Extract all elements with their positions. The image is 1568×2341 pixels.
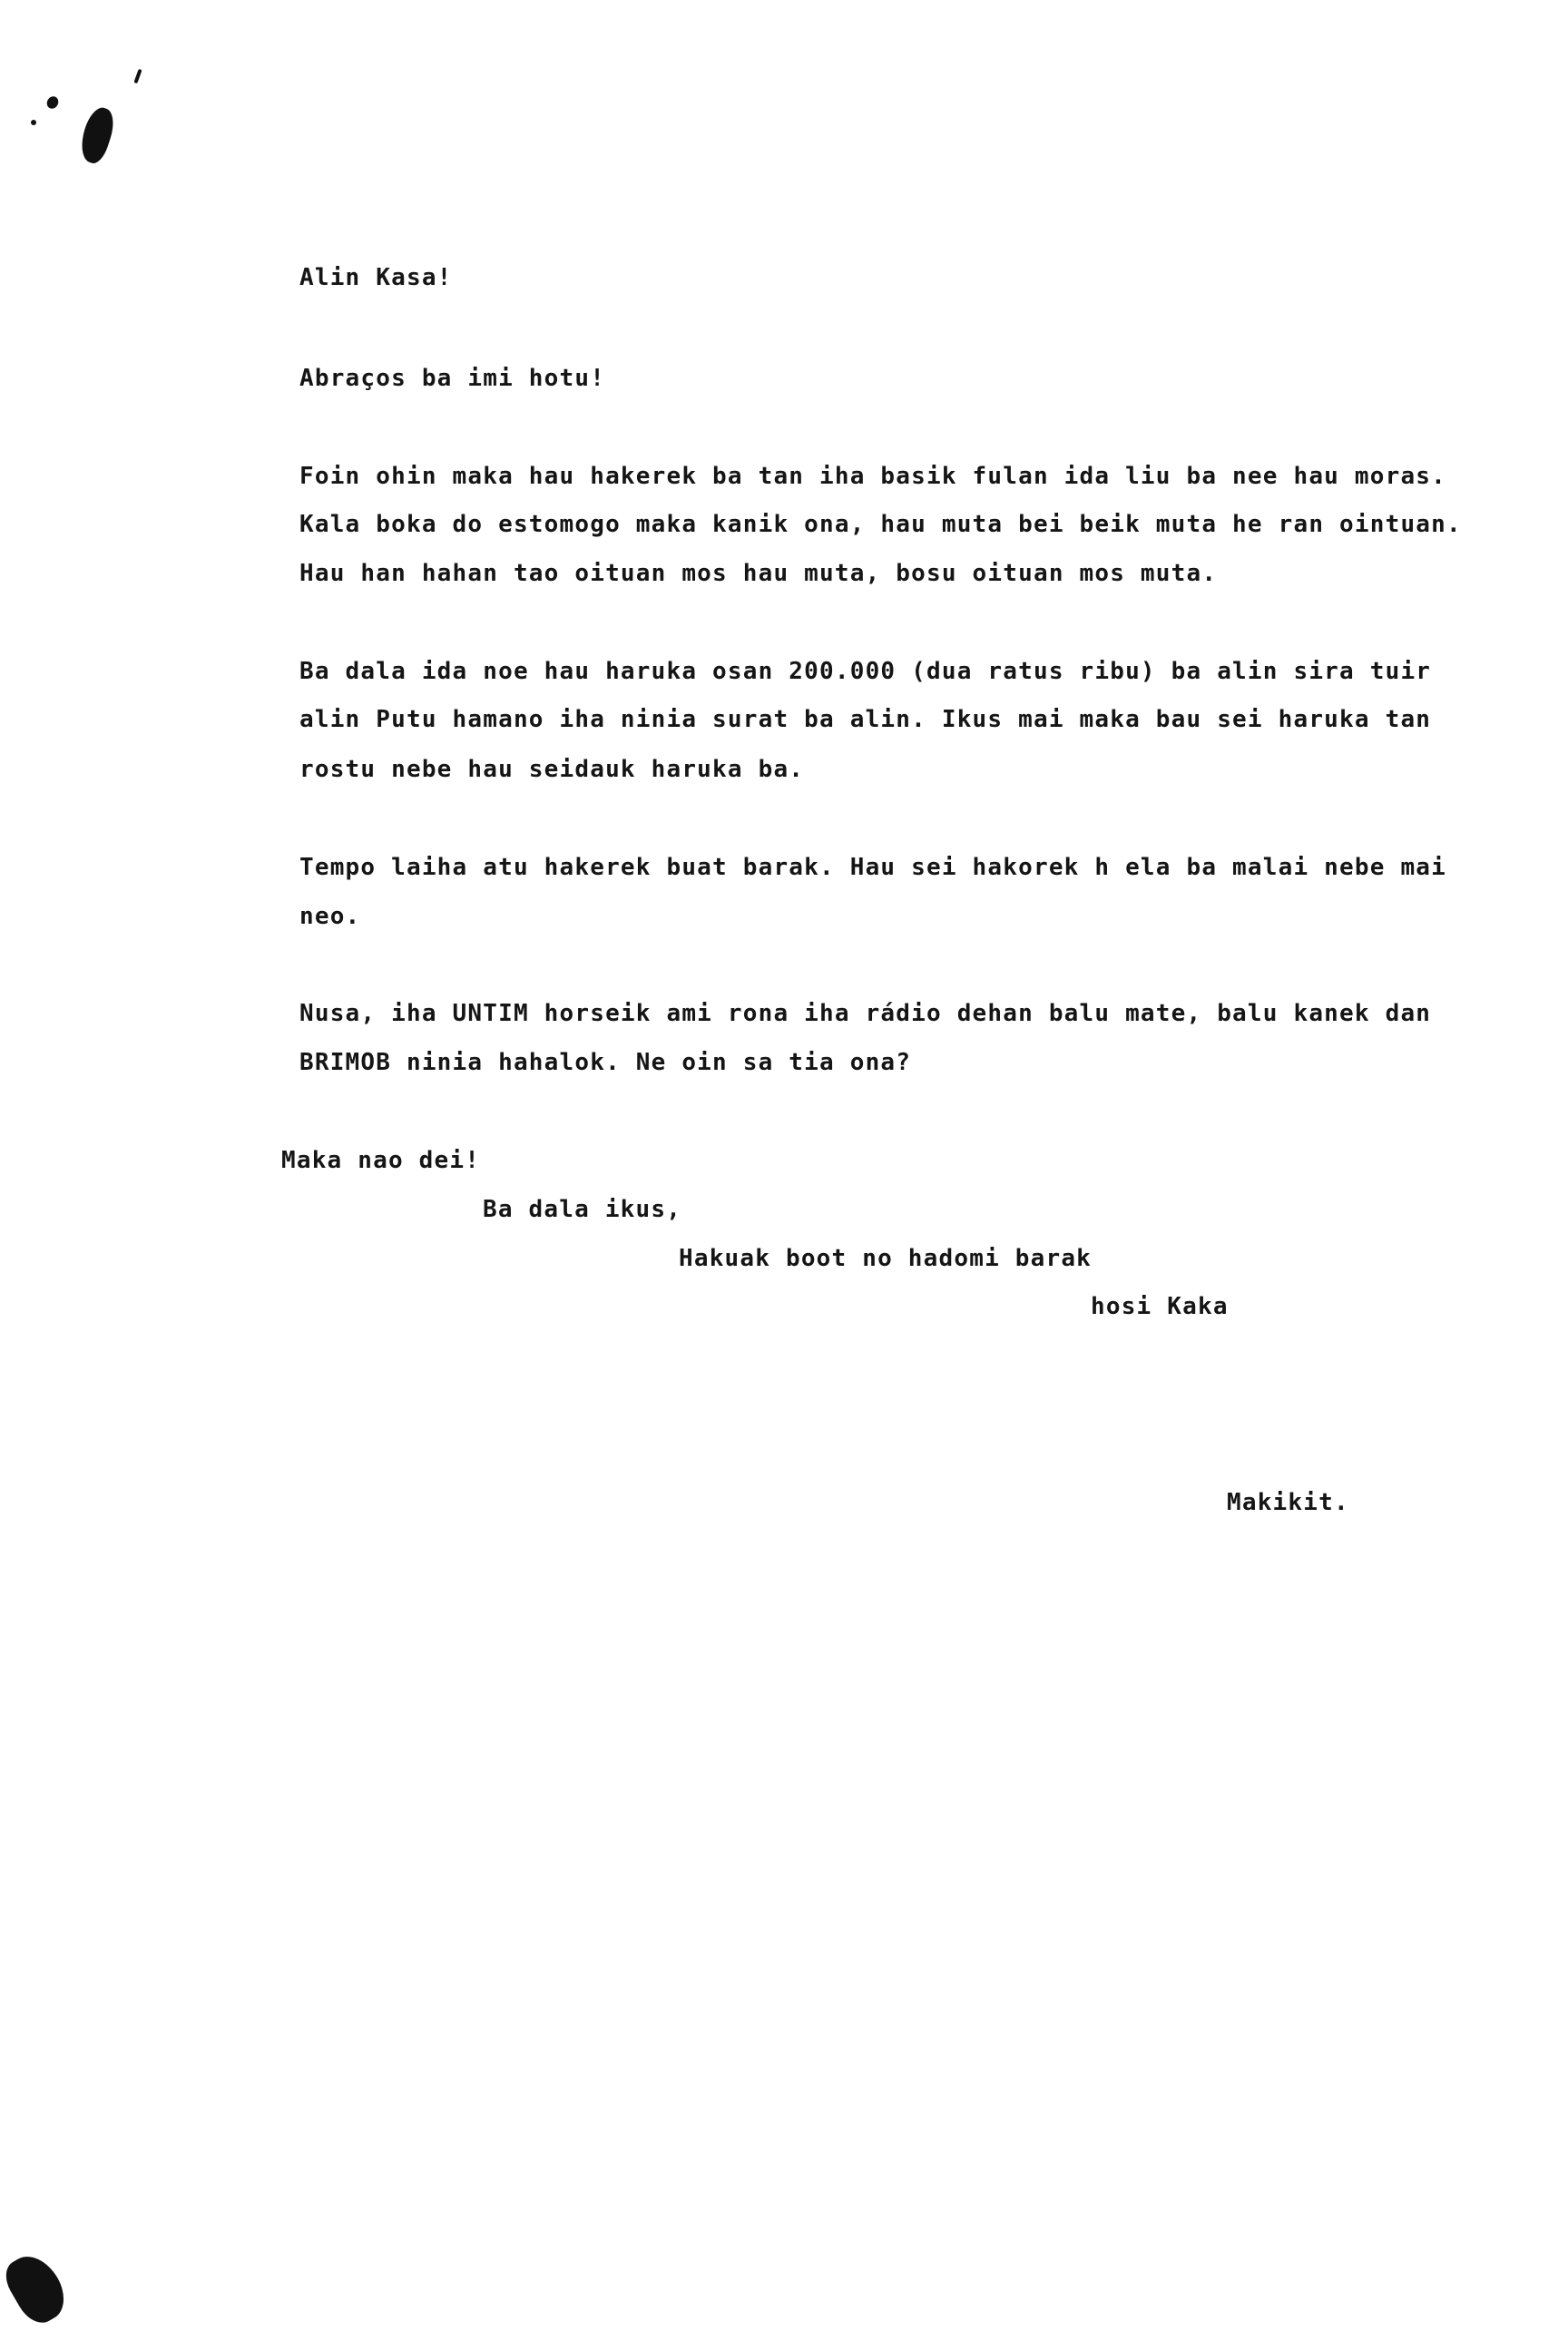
paragraph1-line1: Foin ohin maka hau hakerek ba tan iha basik fulan ida liu ba nee hau moras. <box>299 463 1446 490</box>
closing-line4: hosi Kaka <box>1091 1293 1229 1320</box>
paragraph1-line3: Hau han hahan tao oituan mos hau muta, bosu oituan mos muta. <box>299 560 1218 587</box>
signature: Makikit. <box>1227 1489 1349 1516</box>
closing-line1: Maka nao dei! <box>281 1147 481 1174</box>
paragraph4-line1: Nusa, iha UNTIM horseik ami rona iha rádio dehan balu mate, balu kanek dan <box>299 1000 1432 1027</box>
paragraph4-line2: BRIMOB ninia hahalok. Ne oin sa tia ona? <box>299 1049 912 1076</box>
paragraph2-line1: Ba dala ida noe hau haruka osan 200.000 (dua ratus ribu) ba alin sira tuir <box>299 658 1432 685</box>
ink-speck-top-left <box>44 94 60 111</box>
ink-smudge-bottom-left <box>0 2247 74 2330</box>
closing-line3: Hakuak boot no hadomi barak <box>679 1245 1093 1272</box>
paragraph1-line2: Kala boka do estomogo maka kanik ona, hau muta bei beik muta he ran ointuan. <box>299 511 1462 538</box>
greeting: Abraços ba imi hotu! <box>299 365 606 392</box>
paragraph2-line3: rostu nebe hau seidauk haruka ba. <box>299 756 805 783</box>
paragraph2-line2: alin Putu hamano iha ninia surat ba alin. Ikus mai maka bau sei haruka tan <box>299 706 1432 733</box>
paragraph3-line2: neo. <box>299 903 361 930</box>
paragraph3-line1: Tempo laiha atu hakerek buat barak. Hau sei hakorek h ela ba malai nebe mai <box>299 854 1446 881</box>
ink-smudge-top-left <box>75 104 119 166</box>
ink-dot-top-left <box>31 120 36 125</box>
salutation: Alin Kasa! <box>299 264 453 291</box>
ink-mark-top <box>133 69 142 83</box>
closing-line2: Ba dala ikus, <box>483 1196 682 1223</box>
